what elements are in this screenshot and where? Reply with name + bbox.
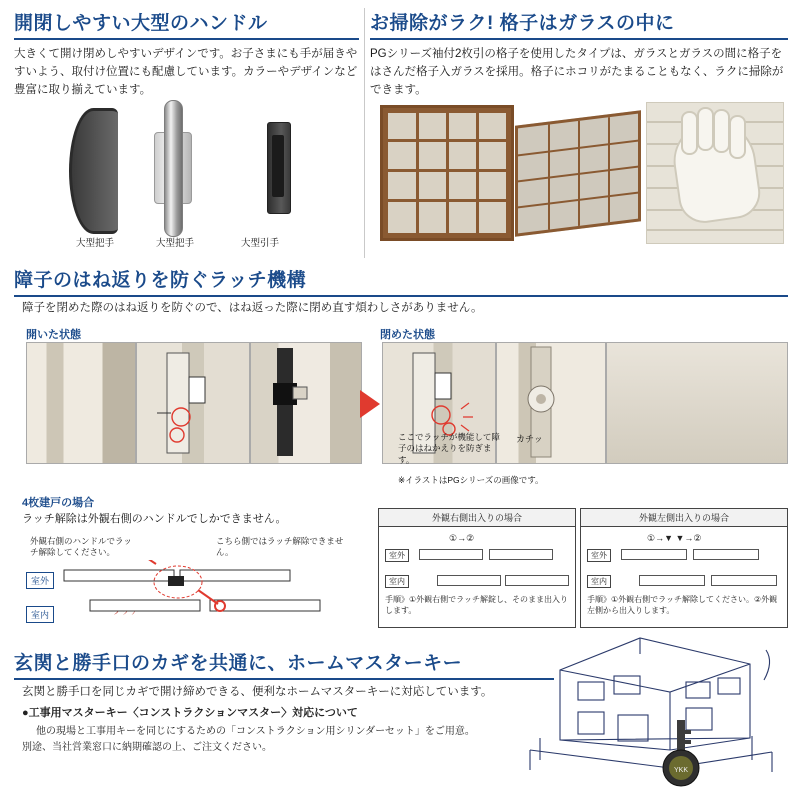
latch-photo-open-2 (136, 342, 250, 464)
handle-caption-3: 大型引手 (240, 238, 279, 249)
key-section-paragraph-2: 別途、当社営業窓口に納期確認の上、ご注文ください。 (22, 742, 272, 753)
latch-section-lead: 障子を閉めた際のはね返りを防ぐので、はね返った際に閉め直す煩わしさがありません。 (22, 302, 483, 314)
glass-section-title: お掃除がラク! 格子はガラスの中に (370, 8, 788, 40)
key-icon (660, 720, 704, 790)
handle-section-body: 大きくて開け閉めしやすいデザインです。お子さまにも手が届きやすいよう、取付け位置にも配慮しています。カラーやデザインなど豊富に取り揃えています。 (14, 48, 358, 96)
latch-section-title: 障子のはね返りを防ぐラッチ機構 (14, 265, 788, 297)
glass-illustration (370, 100, 788, 250)
latch-photo-closed-3 (606, 342, 788, 464)
diagram-right-tag-inside: 室内 (385, 575, 409, 588)
key-section-subheading: ●工事用マスターキー〈コンストラクションマスター〉対応について (22, 707, 358, 719)
four-door-heading: 4枚建戸の場合 (22, 497, 95, 509)
vertical-divider (364, 8, 365, 258)
bar-handle-graphic (164, 100, 183, 237)
tag-outside-left: 室外 (26, 572, 54, 589)
diagram-right-tag-outside: 室外 (385, 549, 409, 562)
diagram-box-left-entry (580, 508, 788, 628)
four-door-note-right: こちら側ではラッチ解除できません。 (216, 536, 344, 558)
label-open-state: 開いた状態 (26, 329, 81, 341)
four-door-lead: ラッチ解除は外観右側のハンドルでしかできません。 (22, 513, 287, 525)
handle-section (14, 8, 359, 99)
latch-mechanism-closed-svg (497, 343, 603, 461)
latch-photo-closed-2 (496, 342, 606, 464)
four-door-note-left: 外観右側のハンドルでラッチ解除してください。 (30, 536, 132, 558)
handle-illustration (14, 100, 359, 250)
door-glass-graphic (388, 113, 506, 233)
key-section (14, 648, 554, 680)
handle-caption-2: 大型把手 (155, 238, 194, 249)
glass-section (370, 8, 788, 99)
diagram-title-left: 外観左側出入りの場合 (581, 509, 787, 527)
latch-mechanism-open-svg (251, 343, 359, 461)
latch-note-a: ここでラッチが機能して障子のはねかえりを防ぎます。 (398, 432, 500, 465)
key-section-paragraph-1: 他の現場と工事用キーを同じにするための「コンストラクション用シリンダーセット」をご用意。 (36, 726, 475, 737)
diagram-left-tag-inside: 室内 (587, 575, 611, 588)
diagram-left-note: 手順》①外観右側でラッチ解除してください。②外観左側から出入りします。 (587, 595, 778, 615)
latch-note-b: ※イラストはPGシリーズの画像です。 (398, 475, 544, 485)
curved-handle-graphic (69, 108, 118, 234)
glass-section-body: PGシリーズ袖付2枚引の格子を使用したタイプは、ガラスとガラスの間に格子をはさんだ格子入ガラスを採用。格子にホコリがたまることもなく、ラクに掃除ができます。 (370, 48, 784, 96)
latch-sound-label: カチッ (516, 434, 543, 444)
house-illustration (520, 620, 780, 795)
process-arrow-icon (360, 390, 380, 418)
handle-caption-1: 大型把手 (75, 238, 114, 249)
key-section-lead: 玄関と勝手口を同じカギで開け締めできる、便利なホームマスターキーに対応しています。 (22, 686, 493, 698)
handle-section-title: 開閉しやすい大型のハンドル (14, 8, 359, 40)
cleaning-hand-photo (646, 102, 784, 244)
key-brand-text: YKK (673, 767, 689, 774)
latch-photo-open-3 (250, 342, 362, 464)
diagram-order-right: ①→② (449, 533, 475, 543)
diagram-title-right: 外観右側出入りの場合 (379, 509, 575, 527)
pull-handle-notch-graphic (272, 135, 284, 197)
glass-panel-angled-graphic (515, 110, 641, 236)
diagram-left-tag-outside: 室外 (587, 549, 611, 562)
label-closed-state: 閉めた状態 (380, 329, 435, 341)
diagram-box-right-entry (378, 508, 576, 628)
diagram-right-note: 手順》①外観右側でラッチ解錠し、そのまま出入りします。 (385, 595, 569, 615)
latch-photo-open-1 (26, 342, 136, 464)
sliding-door-graphic (380, 105, 514, 241)
key-section-title: 玄関と勝手口のカギを共通に、ホームマスターキー (14, 648, 554, 680)
latch-diagram-open-svg (137, 343, 247, 461)
latch-section (14, 265, 788, 297)
tag-inside-left: 室内 (26, 606, 54, 623)
diagram-order-left: ①→▼ ▼→② (647, 533, 702, 543)
four-door-diagram-svg (60, 560, 360, 630)
